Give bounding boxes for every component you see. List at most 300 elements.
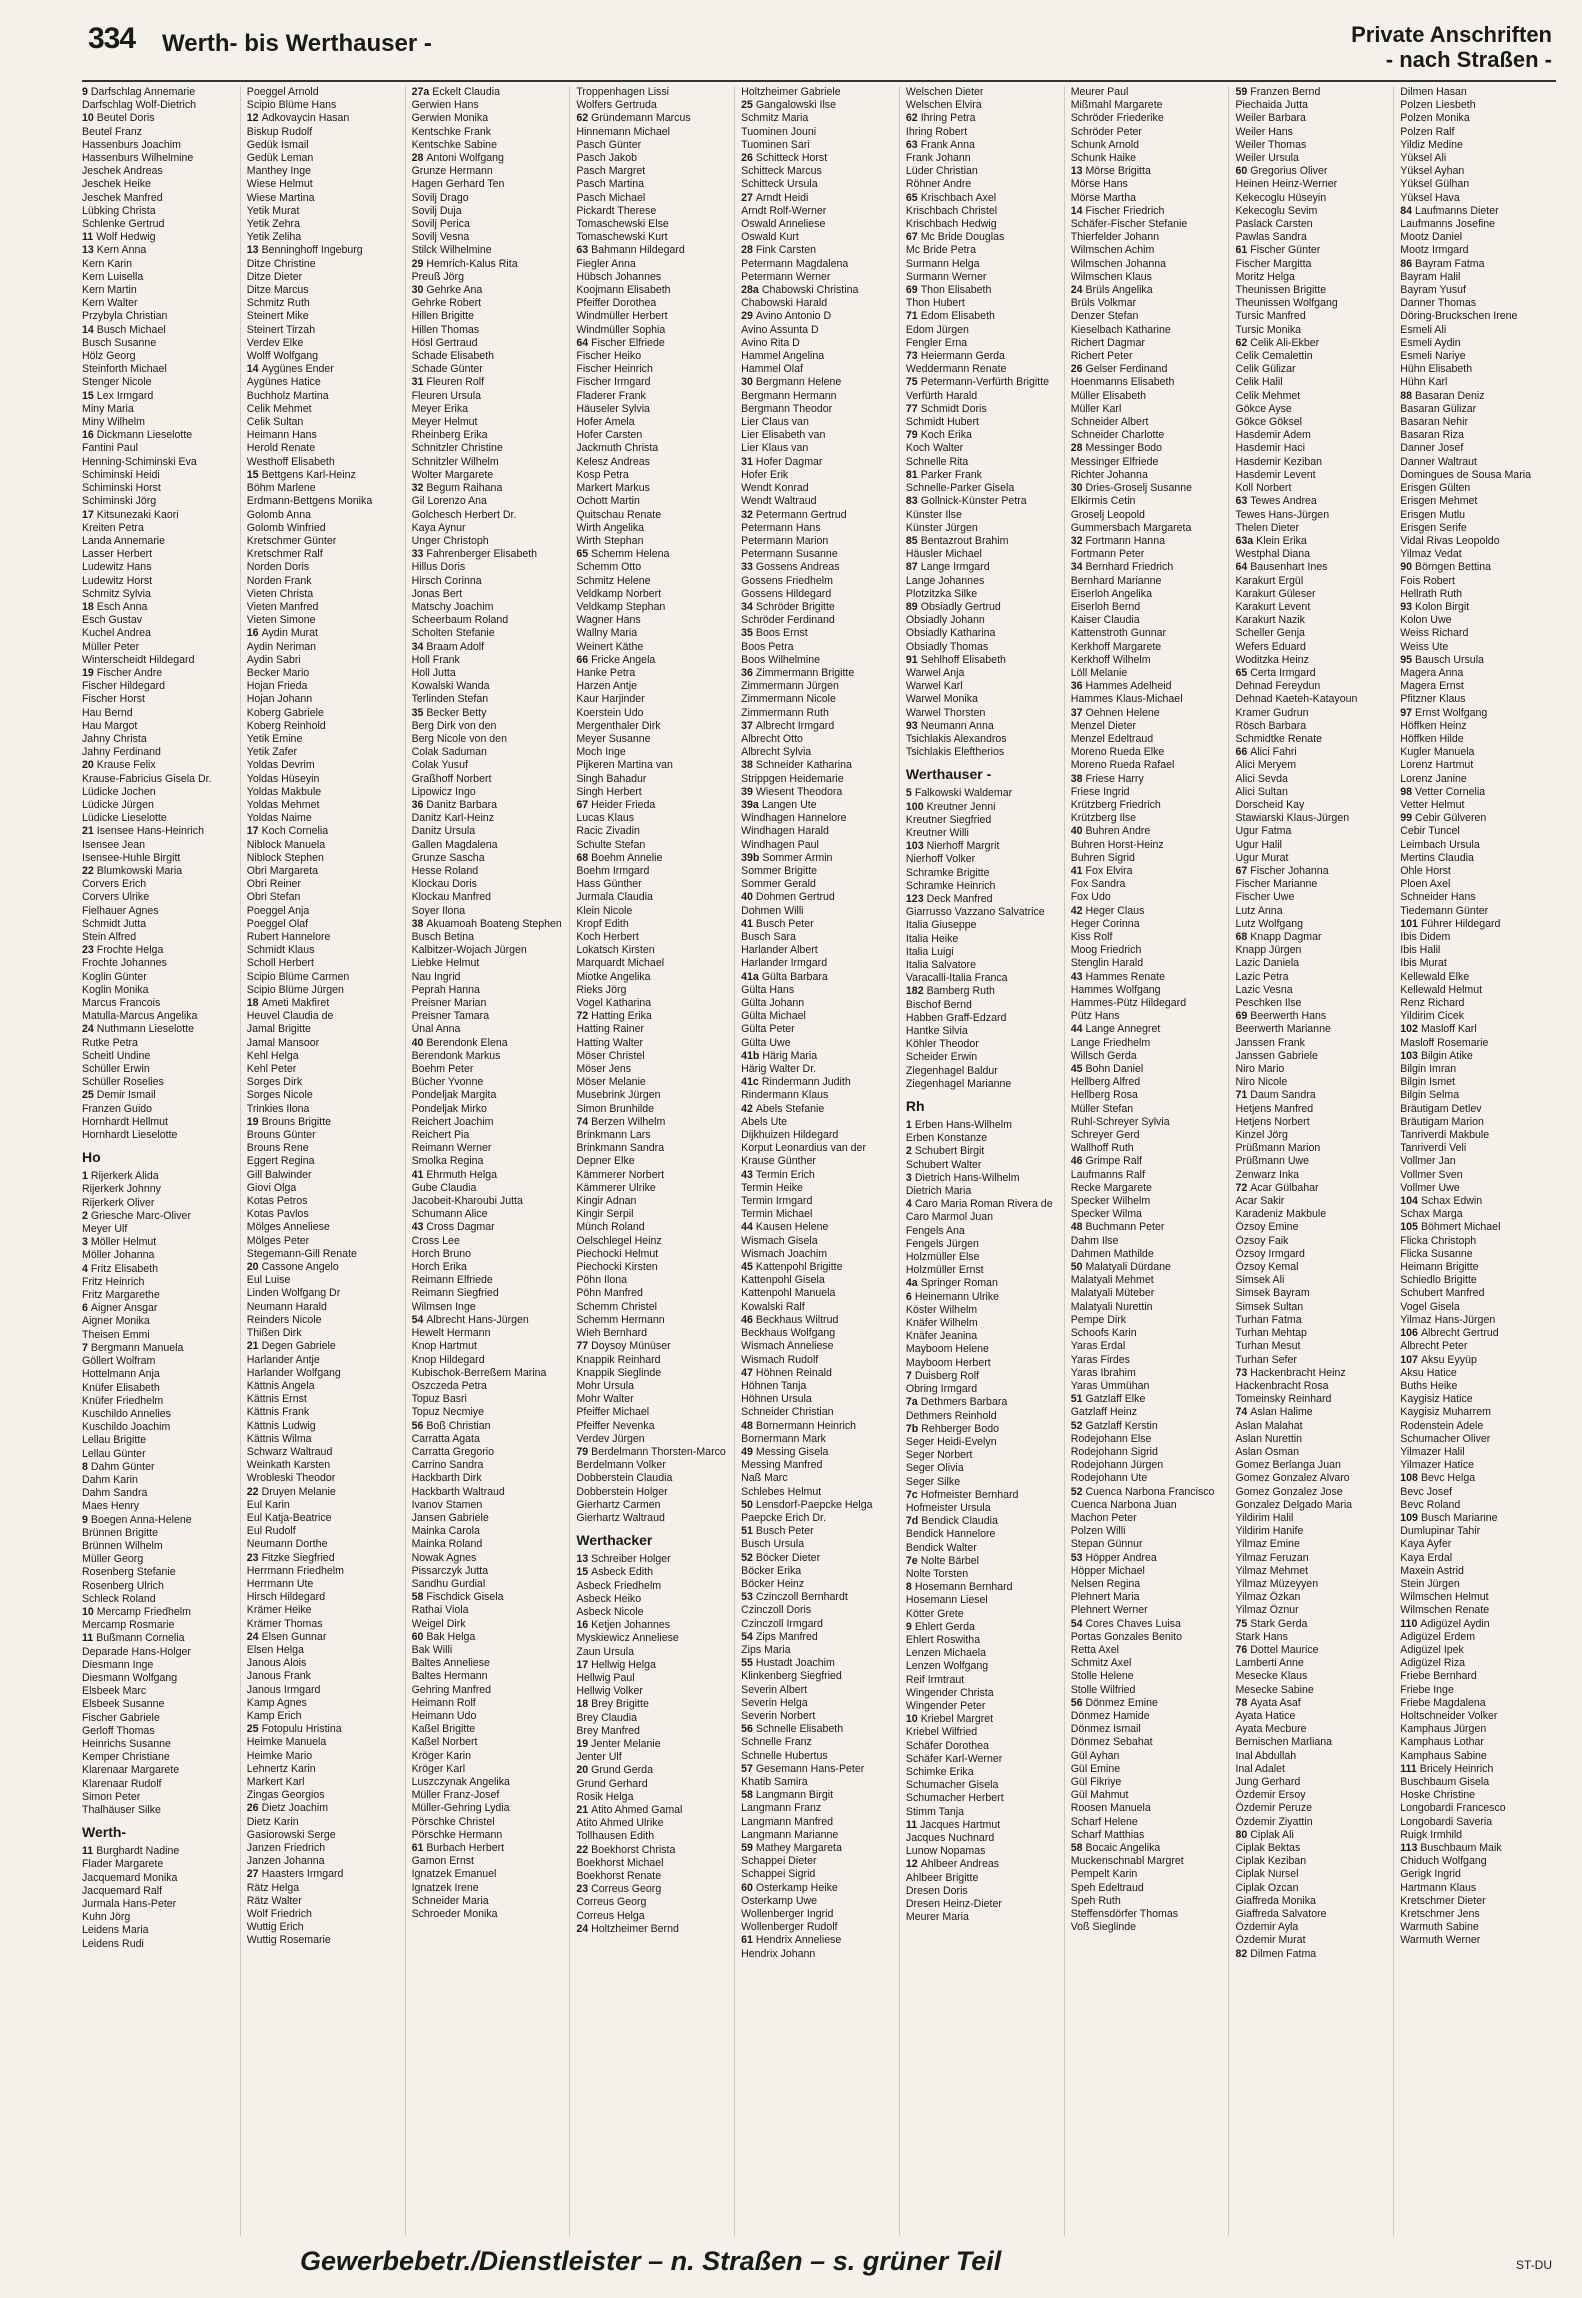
resident-name: Neumann Dorthe <box>246 1538 328 1551</box>
list-item <box>576 944 731 957</box>
resident-name: Luszczynak Angelika <box>411 1776 510 1788</box>
resident-name: Gangalowski Ilse <box>755 99 837 112</box>
list-item <box>1071 1750 1226 1763</box>
resident-name: Pasch Margret <box>576 165 646 178</box>
list-item <box>741 1116 896 1129</box>
resident-name: Troppenhagen Lissi <box>576 86 670 98</box>
list-item <box>906 139 1061 152</box>
resident-name: Buths Heike <box>1400 1379 1458 1392</box>
list-item <box>906 205 1061 218</box>
resident-name: Ciplak Keziban <box>1235 1855 1307 1868</box>
resident-name: Mörse Hans <box>1070 178 1128 191</box>
list-item <box>741 284 896 297</box>
resident-name: Longobardi Francesco <box>1400 1802 1506 1815</box>
resident-name: Weiss Richard <box>1400 627 1469 640</box>
list-item <box>82 1223 237 1236</box>
house-number: 80 <box>1235 1828 1248 1841</box>
list-item <box>741 192 896 205</box>
resident-name: Weinert Käthe <box>576 640 644 653</box>
house-number: 12 <box>905 1858 918 1871</box>
resident-name: Messinger Bodo <box>1085 442 1163 455</box>
list-item <box>412 244 567 257</box>
house-number: 41c <box>741 1076 759 1089</box>
house-number: 41a <box>741 970 759 983</box>
list-item <box>247 337 402 350</box>
house-number: 42 <box>1070 904 1083 917</box>
list-item <box>1071 1406 1226 1419</box>
resident-name: Bocaic Angelika <box>1085 1842 1161 1855</box>
resident-name: Mayboom Herbert <box>905 1356 991 1369</box>
house-number: 22 <box>576 1843 589 1856</box>
list-item <box>576 205 731 218</box>
list-item <box>1071 654 1226 667</box>
list-item <box>1071 812 1226 825</box>
section-heading-line2: - nach Straßen - <box>1385 47 1552 72</box>
list-item <box>1400 1301 1555 1314</box>
list-item <box>1400 641 1555 654</box>
resident-name: Heimke Mario <box>246 1749 313 1762</box>
resident-name: Simsek Bayram <box>1235 1287 1310 1300</box>
resident-name: Obring Irmgard <box>905 1383 978 1396</box>
list-item <box>247 469 402 482</box>
list-item <box>1071 337 1226 350</box>
list-item <box>412 720 567 733</box>
house-number: 95 <box>1400 653 1413 666</box>
resident-name: Kolon Uwe <box>1400 614 1452 627</box>
list-item <box>576 390 731 403</box>
list-item <box>1235 1314 1390 1327</box>
resident-name: Fischer Andre <box>96 666 163 679</box>
list-item <box>741 588 896 601</box>
resident-name: Göllert Wolfram <box>82 1355 156 1368</box>
resident-name: Sommer Armin <box>762 851 833 864</box>
list-item <box>1235 1525 1390 1538</box>
list-item <box>741 614 896 627</box>
list-item <box>1071 86 1226 99</box>
resident-name: Darfschlag Wolf-Dietrich <box>82 99 197 112</box>
list-item <box>82 1197 237 1210</box>
resident-name: Hölz Georg <box>82 350 136 363</box>
list-item <box>1400 1631 1555 1644</box>
list-item <box>906 376 1061 389</box>
list-item <box>1071 482 1226 495</box>
resident-name: Jamal Mansoor <box>246 1036 320 1049</box>
list-item <box>82 720 237 733</box>
list-item <box>82 1050 237 1063</box>
list-item <box>82 680 237 693</box>
list-item <box>906 601 1061 614</box>
list-item <box>1071 1565 1226 1578</box>
list-item <box>1400 720 1555 733</box>
resident-name: Hoenmanns Elisabeth <box>1070 376 1175 389</box>
house-number: 32 <box>1070 534 1083 547</box>
resident-name: Weiler Thomas <box>1235 138 1307 151</box>
house-number: 7d <box>905 1515 919 1528</box>
list-item <box>247 614 402 627</box>
resident-name: Jenter Melanie <box>591 1737 661 1750</box>
list-item <box>412 350 567 363</box>
list-item <box>412 852 567 865</box>
list-item <box>412 548 567 561</box>
list-item <box>741 403 896 416</box>
list-item <box>1071 205 1226 218</box>
resident-name: Kingir Serpil <box>576 1208 634 1221</box>
list-item <box>1400 1248 1555 1261</box>
list-item <box>906 1198 1061 1211</box>
list-item <box>412 1552 567 1565</box>
resident-name: Speh Ruth <box>1070 1894 1121 1907</box>
list-item <box>247 86 402 99</box>
resident-name: Krischbach Hedwig <box>905 218 997 231</box>
house-number: 55 <box>741 1657 753 1670</box>
resident-name: Vetter Helmut <box>1400 798 1465 811</box>
list-item <box>1400 1472 1555 1485</box>
resident-name: Sommer Brigitte <box>741 864 818 877</box>
resident-name: Celik Sultan <box>246 416 304 429</box>
resident-name: Adigüzel Riza <box>1400 1657 1466 1670</box>
resident-name: Aslan Malahat <box>1235 1419 1303 1432</box>
resident-name: Özsoy Emine <box>1235 1221 1299 1234</box>
resident-name: Pissarczyk Jutta <box>411 1564 489 1577</box>
resident-name: Kaßel Norbert <box>411 1736 478 1749</box>
list-item <box>906 801 1061 814</box>
resident-name: Jansen Gabriele <box>411 1511 489 1524</box>
resident-name: Hoske Christine <box>1400 1789 1476 1802</box>
resident-name: Moch Inge <box>576 746 626 759</box>
list-item <box>906 1502 1061 1515</box>
list-item <box>247 1789 402 1802</box>
list-item <box>412 759 567 772</box>
list-item <box>906 1238 1061 1251</box>
resident-name: Poeggel Olaf <box>246 917 309 930</box>
resident-name: Ibis Didem <box>1400 931 1451 943</box>
house-number: 7c <box>905 1488 918 1501</box>
list-item <box>576 1910 731 1923</box>
resident-name: Windhagen Harald <box>741 825 829 838</box>
resident-name: Hirsch Corinna <box>411 574 482 587</box>
list-item <box>906 733 1061 746</box>
list-item <box>741 324 896 337</box>
list-item <box>412 1235 567 1248</box>
list-item <box>741 1340 896 1353</box>
resident-name: Lokatsch Kirsten <box>576 944 655 957</box>
resident-name: Daum Sandra <box>1250 1089 1316 1102</box>
list-item <box>741 944 896 957</box>
list-item <box>906 284 1061 297</box>
list-item <box>247 99 402 112</box>
list-item <box>906 1330 1061 1343</box>
resident-name: Bornermann Mark <box>741 1432 826 1445</box>
list-item <box>576 509 731 522</box>
resident-name: Marcus Francois <box>82 997 161 1010</box>
street-section-heading: Werthauser - <box>905 766 992 783</box>
resident-name: Schäfer Dorothea <box>905 1739 989 1752</box>
resident-name: Lenzen Wolfgang <box>905 1660 989 1673</box>
list-item <box>247 376 402 389</box>
resident-name: Schimke Erika <box>905 1765 974 1778</box>
resident-name: Kinzel Jörg <box>1235 1129 1288 1142</box>
list-item <box>247 1710 402 1723</box>
house-number: 93 <box>905 719 918 732</box>
resident-name: Özsoy Kemal <box>1235 1261 1299 1274</box>
resident-name: Gatzlaff Kerstin <box>1085 1419 1158 1432</box>
list-item <box>82 1527 237 1540</box>
resident-name: Herold Renate <box>246 442 316 455</box>
list-item <box>1400 997 1555 1010</box>
resident-name: Dethmers Reinhold <box>905 1409 997 1422</box>
list-item <box>1071 1604 1226 1617</box>
resident-name: Dehnad Fereydun <box>1235 680 1321 693</box>
resident-name: Marquardt Michael <box>576 957 665 970</box>
list-item <box>247 350 402 363</box>
list-item <box>906 1621 1061 1634</box>
list-item <box>412 1816 567 1829</box>
list-item <box>1400 944 1555 957</box>
resident-name: Fahrenberger Elisabeth <box>426 548 538 561</box>
resident-name: Vetter Cornelia <box>1415 785 1486 798</box>
list-item <box>1235 997 1390 1010</box>
resident-name: Stepan Günnur <box>1070 1538 1143 1551</box>
list-item <box>741 1050 896 1063</box>
resident-name: Hartmann Klaus <box>1400 1881 1477 1894</box>
resident-name: Korput Leonardius van der <box>741 1142 866 1155</box>
list-item <box>412 1287 567 1300</box>
resident-name: Acar Gülbahar <box>1250 1181 1319 1194</box>
list-item <box>741 1089 896 1102</box>
list-item <box>412 1301 567 1314</box>
resident-name: Busch Marianne <box>1420 1511 1498 1524</box>
list-item <box>576 165 731 178</box>
list-item <box>906 1065 1061 1078</box>
resident-name: Simon Peter <box>82 1790 141 1803</box>
list-item <box>1235 1604 1390 1617</box>
resident-name: Weigel Dirk <box>411 1617 466 1630</box>
list-item <box>576 1659 731 1672</box>
list-item <box>82 1738 237 1751</box>
list-item <box>741 258 896 271</box>
list-item <box>412 1670 567 1683</box>
list-item <box>1235 614 1390 627</box>
resident-name: Schnelle-Parker Gisela <box>905 482 1015 495</box>
resident-name: Sorges Nicole <box>246 1089 313 1102</box>
list-item <box>82 971 237 984</box>
resident-name: Hasdemir Haci <box>1235 442 1305 455</box>
list-item <box>576 1235 731 1248</box>
house-number: 100 <box>905 800 924 813</box>
list-item <box>82 1751 237 1764</box>
list-item <box>412 1657 567 1670</box>
resident-name: Kowalski Ralf <box>741 1300 805 1313</box>
resident-name: Dönmez Hamide <box>1070 1709 1150 1722</box>
resident-name: Wolff Wolfgang <box>246 350 319 363</box>
list-item <box>906 720 1061 733</box>
list-item <box>906 1647 1061 1660</box>
list-item <box>1071 561 1226 574</box>
resident-name: Schäfer Karl-Werner <box>905 1752 1003 1765</box>
list-item <box>1071 680 1226 693</box>
resident-name: Höhnen Tanja <box>741 1379 807 1392</box>
list-item <box>741 429 896 442</box>
list-item <box>247 1261 402 1274</box>
resident-name: Woditzka Heinz <box>1235 653 1309 666</box>
resident-name: Petermann-Verfürth Brigitte <box>920 376 1050 389</box>
resident-name: Jung Gerhard <box>1235 1776 1301 1788</box>
resident-name: Theisen Emmi <box>82 1328 150 1341</box>
resident-name: Tuominen Sari <box>741 138 810 151</box>
resident-name: Abels Stefanie <box>755 1102 825 1115</box>
house-number: 11 <box>905 1818 918 1831</box>
list-item <box>1071 310 1226 323</box>
resident-name: Gill Balwinder <box>246 1168 312 1181</box>
list-item <box>1235 1512 1390 1525</box>
list-item <box>82 931 237 944</box>
house-number: 28 <box>411 152 424 165</box>
list-item <box>247 165 402 178</box>
list-item <box>741 1037 896 1050</box>
list-item <box>1071 416 1226 429</box>
resident-name: Weiler Ursula <box>1235 152 1299 165</box>
list-item <box>741 1750 896 1763</box>
resident-name: Domingues de Sousa Maria <box>1400 468 1531 481</box>
list-item <box>1235 1261 1390 1274</box>
resident-name: Kamp Erich <box>246 1709 302 1722</box>
resident-name: Obsiadly Katharina <box>905 627 996 640</box>
list-item <box>576 1923 731 1936</box>
resident-name: Haasters Irmgard <box>261 1868 344 1881</box>
list-item <box>1235 707 1390 720</box>
resident-name: Polzen Willi <box>1070 1525 1126 1538</box>
house-number: 1 <box>82 1170 88 1183</box>
resident-name: Schnelle Franz <box>741 1736 812 1749</box>
resident-name: Welschen Dieter <box>905 86 984 98</box>
resident-name: Darfschlag Annemarie <box>90 86 196 98</box>
resident-name: Boekhorst Renate <box>576 1870 662 1883</box>
resident-name: Böhm Marlene <box>246 482 316 495</box>
resident-name: Jenter Ulf <box>576 1751 622 1764</box>
resident-name: Gummersbach Margareta <box>1070 521 1192 534</box>
resident-name: Fritz Heinrich <box>82 1275 145 1288</box>
house-number: 14 <box>82 323 94 336</box>
resident-name: Fox Udo <box>1070 891 1111 904</box>
list-item <box>1235 1591 1390 1604</box>
list-item <box>412 839 567 852</box>
resident-name: Lange Friedhelm <box>1070 1036 1151 1049</box>
resident-name: Piechaida Jutta <box>1235 99 1308 112</box>
house-number: 63 <box>905 138 918 151</box>
resident-name: Fortmann Hanna <box>1085 534 1165 547</box>
resident-name: Brinkmann Lars <box>576 1129 651 1142</box>
resident-name: Wallny Maria <box>576 627 638 640</box>
list-item <box>741 812 896 825</box>
street-section-heading: Ho <box>82 1149 101 1166</box>
house-number: 72 <box>1235 1181 1248 1194</box>
resident-name: Stolle Wilfried <box>1070 1683 1136 1696</box>
resident-name: Lüdicke Jochen <box>82 785 156 798</box>
list-item <box>1235 1776 1390 1789</box>
resident-name: Schnitzler Christine <box>411 442 503 455</box>
house-number: 182 <box>905 985 924 998</box>
resident-name: Krause Günther <box>741 1155 816 1168</box>
house-number: 26 <box>246 1802 259 1815</box>
list-item <box>576 773 731 786</box>
list-item <box>1235 1736 1390 1749</box>
list-item <box>1235 324 1390 337</box>
house-number: 28a <box>741 284 759 297</box>
list-item <box>412 1525 567 1538</box>
resident-name: Möller Helmut <box>90 1236 157 1249</box>
list-item <box>412 1023 567 1036</box>
resident-name: Schmitz Axel <box>1070 1657 1132 1670</box>
list-item <box>1071 852 1226 865</box>
resident-name: Tsichlakis Eleftherios <box>905 746 1005 759</box>
resident-name: Franzen Bernd <box>1250 86 1321 98</box>
resident-name: Yoldas Hüseyin <box>246 772 320 785</box>
resident-name: Rösch Barbara <box>1235 719 1307 732</box>
list-item <box>1235 588 1390 601</box>
list-item <box>1235 1697 1390 1710</box>
resident-name: Brünnen Brigitte <box>82 1526 158 1539</box>
resident-name: Gehrke Robert <box>411 297 482 310</box>
list-item <box>82 1500 237 1513</box>
list-item <box>82 218 237 231</box>
resident-name: Fischer Uwe <box>1235 891 1295 904</box>
house-number: 79 <box>905 429 918 442</box>
list-item <box>906 112 1061 125</box>
list-item <box>906 1357 1061 1370</box>
street-section-heading: Werthacker <box>576 1532 653 1549</box>
resident-name: Mootz Daniel <box>1400 231 1463 244</box>
resident-name: Hatting Erika <box>591 1010 652 1023</box>
house-number: 41b <box>741 1049 760 1062</box>
resident-name: Oszczeda Petra <box>411 1379 487 1392</box>
list-item <box>1400 812 1555 825</box>
list-item <box>247 707 402 720</box>
list-item <box>247 1934 402 1947</box>
list-item <box>247 1895 402 1908</box>
list-item <box>906 1792 1061 1805</box>
list-item <box>741 601 896 614</box>
list-item <box>1400 1882 1555 1895</box>
resident-name: Busch Peter <box>755 917 814 930</box>
resident-name: Ehrmuth Helga <box>426 1168 498 1181</box>
house-number: 52 <box>1070 1419 1083 1432</box>
list-item <box>82 244 237 257</box>
list-item <box>1071 1618 1226 1631</box>
resident-name: Burbach Herbert <box>426 1842 505 1855</box>
resident-name: Basaran Riza <box>1400 429 1464 442</box>
resident-name: Bergmann Theodor <box>741 402 833 415</box>
house-number: 61 <box>1235 244 1248 257</box>
list-item <box>1235 1948 1390 1961</box>
resident-name: Lier Claus van <box>741 416 809 429</box>
resident-name: Brünnen Wilhelm <box>82 1539 163 1552</box>
resident-name: Kentschke Sabine <box>411 138 497 151</box>
list-item <box>741 86 896 99</box>
resident-name: Richert Dagmar <box>1070 336 1145 349</box>
list-item <box>906 1515 1061 1528</box>
resident-name: Sandhu Gurdial <box>411 1577 486 1590</box>
list-item <box>247 429 402 442</box>
list-item <box>741 337 896 350</box>
resident-name: Schüller Erwin <box>82 1063 150 1076</box>
list-item <box>1235 799 1390 812</box>
resident-name: Ernst Wolfgang <box>1415 706 1488 719</box>
resident-name: Ciplak Ozcan <box>1235 1881 1299 1894</box>
resident-name: Malatyali Müteber <box>1070 1287 1155 1300</box>
list-item <box>1235 918 1390 931</box>
resident-name: Fischdick Gisela <box>426 1591 504 1604</box>
list-item <box>1400 891 1555 904</box>
